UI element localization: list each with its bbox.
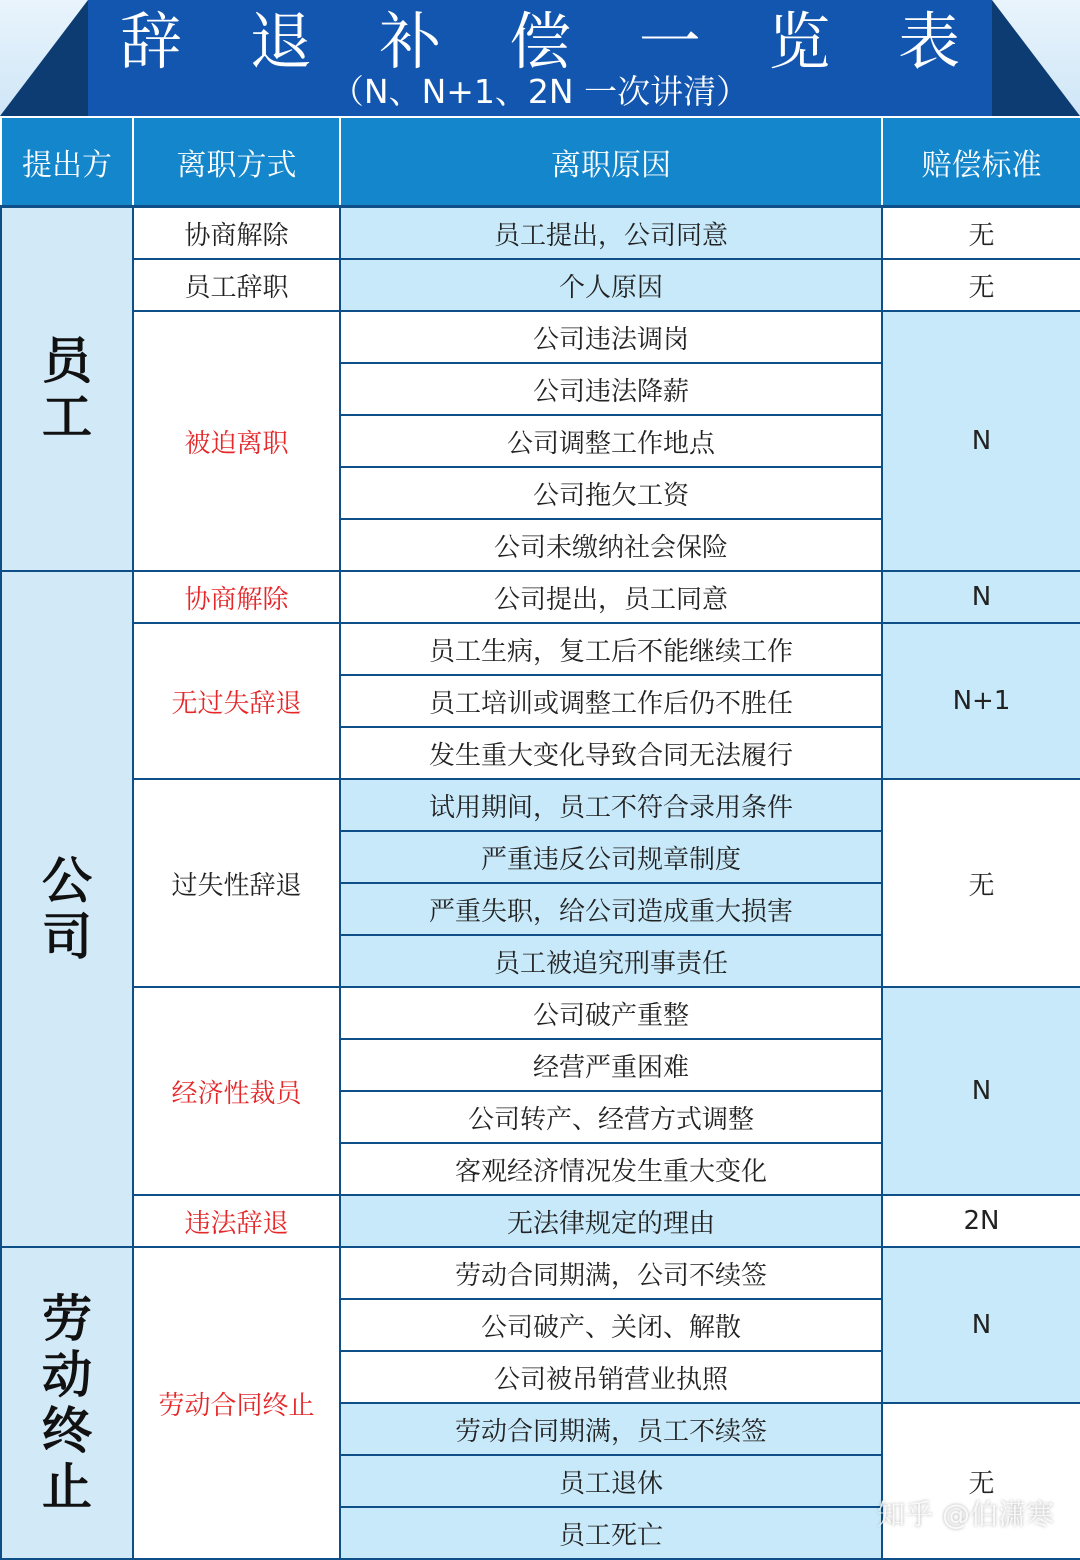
reason-cell: 员工死亡 [340,1507,882,1559]
reason-cell: 劳动合同期满，员工不续签 [340,1403,882,1455]
header-compensation: 赔偿标准 [882,117,1080,207]
reason-cell: 员工被追究刑事责任 [340,935,882,987]
compensation-cell: N+1 [882,623,1080,779]
method-cell: 劳动合同终止 [133,1247,340,1559]
method-cell: 过失性辞退 [133,779,340,987]
table-row [1,571,1080,623]
party-cell [1,571,133,1247]
compensation-cell: N [882,311,1080,571]
header-method: 离职方式 [133,117,340,207]
reason-cell: 无法律规定的理由 [340,1195,882,1247]
reason-cell: 公司破产、关闭、解散 [340,1299,882,1351]
header-reason: 离职原因 [340,117,882,207]
reason-cell: 个人原因 [340,259,882,311]
table-row [1,779,1080,831]
table-row [1,311,1080,363]
party-cell [1,1247,133,1559]
compensation-cell: N [882,1247,1080,1403]
reason-cell: 公司违法调岗 [340,311,882,363]
reason-cell: 公司被吊销营业执照 [340,1351,882,1403]
watermark: 知乎 @伯潇寒 [877,1498,1054,1531]
reason-cell: 严重违反公司规章制度 [340,831,882,883]
reason-cell: 公司未缴纳社会保险 [340,519,882,571]
method-cell: 无过失辞退 [133,623,340,779]
table-row [1,623,1080,675]
method-cell: 被迫离职 [133,311,340,571]
compensation-cell: 2N [882,1195,1080,1247]
table-row [1,987,1080,1039]
table-row [1,259,1080,311]
title-banner [0,0,1080,116]
reason-cell: 公司拖欠工资 [340,467,882,519]
method-cell: 员工辞职 [133,259,340,311]
reason-cell: 经营严重困难 [340,1039,882,1091]
compensation-table [0,116,1080,1560]
reason-cell: 员工退休 [340,1455,882,1507]
party-label: 公司 [42,852,92,966]
table-row [1,1195,1080,1247]
party-label: 员工 [42,332,92,446]
reason-cell: 员工生病，复工后不能继续工作 [340,623,882,675]
reason-cell: 公司违法降薪 [340,363,882,415]
reason-cell: 员工培训或调整工作后仍不胜任 [340,675,882,727]
table-row [1,207,1080,260]
party-cell [1,207,133,572]
reason-cell: 试用期间，员工不符合录用条件 [340,779,882,831]
table-row [1,1247,1080,1299]
page-subtitle: （N、N+1、2N 一次讲清） [330,72,750,111]
header-party: 提出方 [1,117,133,207]
compensation-cell: 无 [882,207,1080,260]
reason-cell: 公司破产重整 [340,987,882,1039]
method-cell: 协商解除 [133,207,340,260]
table-body [1,207,1080,1560]
reason-cell: 公司提出，员工同意 [340,571,882,623]
page-title: 辞 退 补 偿 一 览 表 [119,5,985,78]
method-cell: 违法辞退 [133,1195,340,1247]
method-cell: 经济性裁员 [133,987,340,1195]
compensation-cell: N [882,571,1080,623]
reason-cell: 公司调整工作地点 [340,415,882,467]
reason-cell: 公司转产、经营方式调整 [340,1091,882,1143]
reason-cell: 客观经济情况发生重大变化 [340,1143,882,1195]
compensation-cell: 无 [882,259,1080,311]
reason-cell: 严重失职，给公司造成重大损害 [340,883,882,935]
reason-cell: 员工提出，公司同意 [340,207,882,260]
compensation-cell: N [882,987,1080,1195]
compensation-cell: 无 [882,779,1080,987]
reason-cell: 发生重大变化导致合同无法履行 [340,727,882,779]
party-label: 劳动终止 [42,1290,92,1516]
method-cell: 协商解除 [133,571,340,623]
table-header-row [1,117,1080,207]
compensation-cell: 无 [882,1403,1080,1559]
reason-cell: 劳动合同期满，公司不续签 [340,1247,882,1299]
